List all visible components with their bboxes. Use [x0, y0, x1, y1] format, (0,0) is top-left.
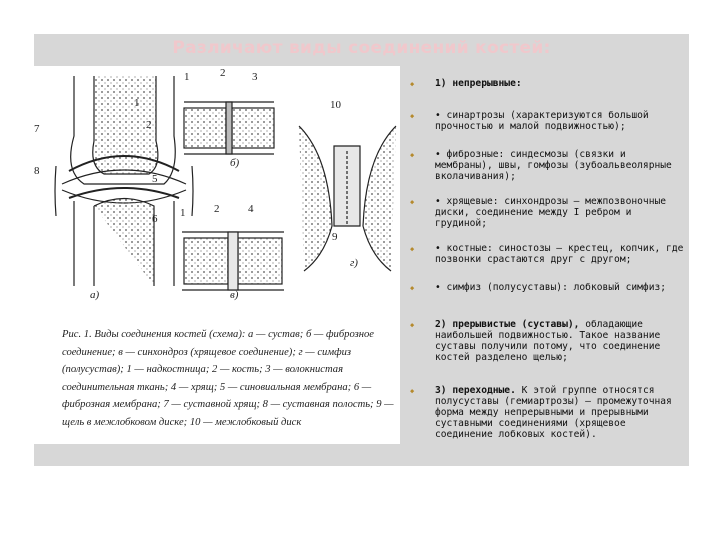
label-10: 10	[330, 99, 341, 111]
diagram-b-fibrous	[184, 102, 274, 154]
label-3-top: 3	[252, 71, 258, 83]
label-2-v: 2	[214, 203, 220, 215]
list-item: ◆ 3) переходные. К этой группе относятся полусуставы (гемиартрозы) – промежуточная форма между непрерывными и прерывными суставными соединениями (хрящевое соединение лобковых костей).	[410, 385, 672, 440]
list-item: ◆ • костные: синостозы – крестец, копчик, где позвонки срастаются друг с другом;	[410, 243, 684, 265]
list-item: ◆ • хрящевые: синхондрозы – межпозвоночные диски, соединение между I ребром и грудиной;	[410, 196, 667, 229]
list-item: ◆ • синартрозы (характеризуются большой прочностью и малой подвижностью);	[410, 110, 649, 132]
diagram-g-symphysis	[299, 126, 396, 271]
letter-g: г)	[350, 257, 358, 269]
slide-title: Различают виды соединений костей:	[172, 38, 551, 58]
bullet-marker-icon: ◆	[410, 80, 415, 88]
label-8: 8	[34, 165, 40, 177]
list-item: ◆ • симфиз (полусуставы): лобковый симфиз;	[410, 282, 667, 293]
figure-caption: Рис. 1. Виды соединения костей (схема): а — сустав; б — фиброзное соединение; в — синхондроз (хрящевое соединение); г — симфиз (полусустав); 1 — надкостница; 2 — кость; 3 — волокнистая соединительная ткань; 4 — хрящ; 5 — синовиальная мембрана; 6 — фиброзная мембрана; 7 — суставной хрящ; 8 — суставная полость; 9 — щель в межлобковом диске; 10 — межлобковый диск	[62, 329, 394, 428]
letter-b: б)	[230, 157, 240, 169]
list-item: ◆ 2) прерывистые (суставы), обладающие наибольшей подвижностью. Такое название суставы получили потому, что соединение костей разделено щелью;	[410, 319, 661, 363]
diagram-v-synchondrosis	[182, 232, 284, 290]
letter-v: в)	[230, 289, 239, 301]
bullet-marker-icon: ◆	[410, 112, 415, 120]
label-2-top: 2	[220, 67, 226, 79]
label-1-v: 1	[180, 207, 186, 219]
bullet-marker-icon: ◆	[410, 151, 415, 159]
label-1-top: 1	[184, 71, 190, 83]
list-item: ◆ 1) непрерывные:	[410, 78, 522, 89]
bullet-marker-icon: ◆	[410, 284, 415, 292]
bullet-marker-icon: ◆	[410, 321, 415, 329]
label-4: 4	[248, 203, 254, 215]
label-9: 9	[332, 231, 338, 243]
list-item: ◆ • фиброзные: синдесмозы (связки и мембраны), швы, гомфозы (зубоальвеолярные вколачивания);	[410, 149, 672, 182]
diagram-a-joint	[55, 76, 193, 286]
label-2-left: 2	[146, 119, 152, 131]
letter-a: а)	[90, 289, 100, 301]
label-5: 5	[152, 173, 158, 185]
label-1-left: 1	[134, 97, 140, 109]
bullet-marker-icon: ◆	[410, 245, 415, 253]
bullet-marker-icon: ◆	[410, 387, 415, 395]
joint-types-figure	[34, 66, 400, 444]
bullet-marker-icon: ◆	[410, 198, 415, 206]
label-6: 6	[152, 213, 158, 225]
label-7: 7	[34, 123, 40, 135]
